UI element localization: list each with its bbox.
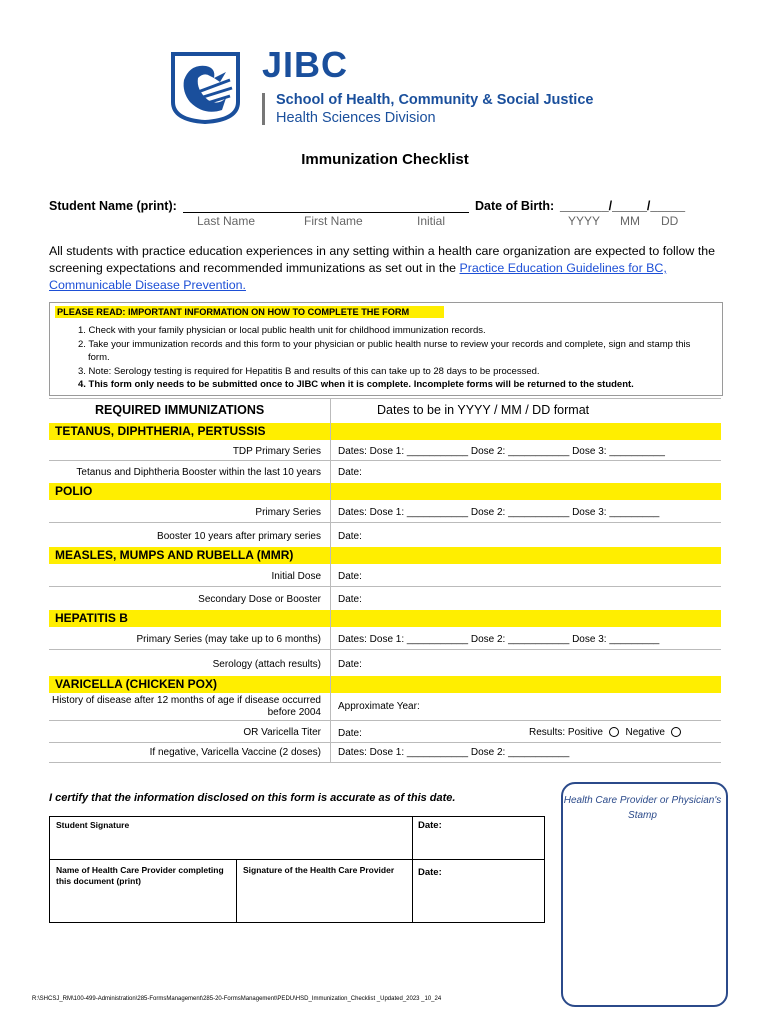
notice-list bbox=[78, 324, 698, 392]
org-name: JIBC bbox=[262, 44, 349, 85]
row-dates-field[interactable]: Dates: Dose 1: ___________ Dose 2: ___________ bbox=[338, 747, 570, 758]
dob-field[interactable]: _______/_____/_____ bbox=[560, 199, 686, 213]
table-head-right: Dates to be in YYYY / MM / DD format bbox=[377, 403, 590, 417]
row-dates-field[interactable]: Dates: Dose 1: ___________ Dose 2: ___________ Dose 3: __________ bbox=[338, 446, 665, 457]
row-dates-field[interactable]: Dates: Dose 1: ___________ Dose 2: ___________ Dose 3: _________ bbox=[338, 634, 660, 645]
dob-part-month: MM bbox=[620, 214, 640, 228]
table-bottom-border bbox=[49, 762, 721, 763]
signature-col-divider bbox=[412, 816, 413, 922]
name-part-first: First Name bbox=[304, 214, 363, 228]
section-varicella: VARICELLA (CHICKEN POX) bbox=[49, 676, 721, 693]
intro-text: All students with practice education experiences in any setting within a health care organization are expected to follow the screening expectations and recommended immunizations as set out in the bbox=[49, 244, 716, 275]
name-part-initial: Initial bbox=[417, 214, 446, 228]
row-date-field[interactable]: Date: bbox=[338, 531, 362, 542]
certification-statement: I certify that the information disclosed on this form is accurate as of this date. bbox=[49, 792, 456, 804]
logo-divider bbox=[262, 93, 265, 125]
division-name: Health Sciences Division bbox=[276, 110, 436, 126]
row-divider bbox=[49, 720, 721, 721]
school-name: School of Health, Community & Social Justice bbox=[276, 92, 594, 108]
footer-file-path: R:\SHCSJ_RM\100-499-Administration\285-FormsManagement\285-20-FormsManagement\PEDU\HSD_Immunization_Checklist _Updated_2023 _10_24 bbox=[32, 996, 442, 1002]
guidelines-link[interactable]: Practice Education Guidelines for BC, Communicable Disease Prevention. bbox=[49, 261, 667, 292]
section-hepatitis-b: HEPATITIS B bbox=[49, 610, 721, 627]
jibc-logo-emblem bbox=[168, 50, 243, 124]
table-head-left: REQUIRED IMMUNIZATIONS bbox=[95, 403, 265, 417]
row-label: History of disease after 12 months of age if disease occurred before 2004 bbox=[51, 695, 321, 718]
titer-results bbox=[529, 727, 681, 738]
notice-item: 4. This form only needs to be submitted once to JIBC when it is complete. Incomplete forms will be returned to the student. bbox=[78, 379, 634, 390]
dob-label: Date of Birth: bbox=[475, 199, 555, 213]
section-tdp: TETANUS, DIPHTHERIA, PERTUSSIS bbox=[49, 423, 721, 440]
row-label: Serology (attach results) bbox=[212, 659, 321, 670]
notice-item: 1. Check with your family physician or local public health unit for childhood immunization records. bbox=[78, 325, 486, 336]
row-label: Primary Series (may take up to 6 months) bbox=[136, 634, 321, 645]
row-date-field[interactable]: Date: bbox=[338, 594, 362, 605]
student-name-field[interactable] bbox=[183, 200, 469, 213]
intro-paragraph bbox=[49, 243, 719, 294]
row-label: Primary Series bbox=[255, 507, 321, 518]
row-label: Initial Dose bbox=[271, 571, 321, 582]
student-signature-label: Student Signature bbox=[56, 820, 130, 830]
form-title: Immunization Checklist bbox=[301, 151, 469, 168]
notice-item: 3. Note: Serology testing is required for Hepatitis B and results of this can take up to 28 days to be processed. bbox=[78, 365, 540, 377]
student-date-label: Date: bbox=[418, 820, 442, 831]
provider-name-label: Name of Health Care Provider completing this document (print) bbox=[56, 865, 224, 886]
row-label: If negative, Varicella Vaccine (2 doses) bbox=[149, 747, 321, 758]
row-divider bbox=[49, 522, 721, 523]
provider-date-label: Date: bbox=[418, 867, 442, 878]
name-part-last: Last Name bbox=[197, 214, 256, 228]
negative-label: Negative bbox=[625, 727, 665, 738]
notice-item: 2. Take your immunization records and this form to your physician or public health nurse to review your records and complete, sign and stamp this form. bbox=[78, 338, 691, 363]
row-label: TDP Primary Series bbox=[232, 446, 321, 457]
row-label: Tetanus and Diphtheria Booster within the last 10 years bbox=[76, 467, 321, 478]
stamp-label: Health Care Provider or Physician's Stamp bbox=[563, 795, 722, 821]
positive-label: Results: Positive bbox=[529, 727, 603, 738]
row-date-field[interactable]: Date: bbox=[338, 571, 362, 582]
signature-row-divider bbox=[49, 859, 544, 860]
positive-radio[interactable] bbox=[609, 727, 619, 737]
section-polio: POLIO bbox=[49, 483, 721, 500]
row-divider bbox=[49, 649, 721, 650]
row-label: Secondary Dose or Booster bbox=[198, 594, 321, 605]
row-divider bbox=[49, 460, 721, 461]
column-divider bbox=[330, 398, 331, 762]
table-top-border bbox=[49, 398, 721, 399]
row-label: Booster 10 years after primary series bbox=[157, 531, 321, 542]
section-mmr: MEASLES, MUMPS AND RUBELLA (MMR) bbox=[49, 547, 721, 564]
dob-part-day: DD bbox=[661, 214, 679, 228]
row-label: OR Varicella Titer bbox=[243, 727, 321, 738]
row-date-field[interactable]: Date: bbox=[338, 659, 362, 670]
student-name-label: Student Name (print): bbox=[49, 199, 177, 213]
row-date-field[interactable]: Date: bbox=[338, 728, 362, 739]
row-date-field[interactable]: Date: bbox=[338, 467, 362, 478]
row-divider bbox=[49, 742, 721, 743]
dob-part-year: YYYY bbox=[568, 214, 601, 228]
provider-signature-label: Signature of the Health Care Provider bbox=[243, 865, 395, 875]
row-divider bbox=[49, 586, 721, 587]
negative-radio[interactable] bbox=[671, 727, 681, 737]
row-year-field[interactable]: Approximate Year: bbox=[338, 701, 420, 712]
signature-col-divider bbox=[236, 859, 237, 922]
notice-heading: PLEASE READ: IMPORTANT INFORMATION ON HOW TO COMPLETE THE FORM bbox=[55, 306, 444, 318]
row-dates-field[interactable]: Dates: Dose 1: ___________ Dose 2: ___________ Dose 3: _________ bbox=[338, 507, 660, 518]
